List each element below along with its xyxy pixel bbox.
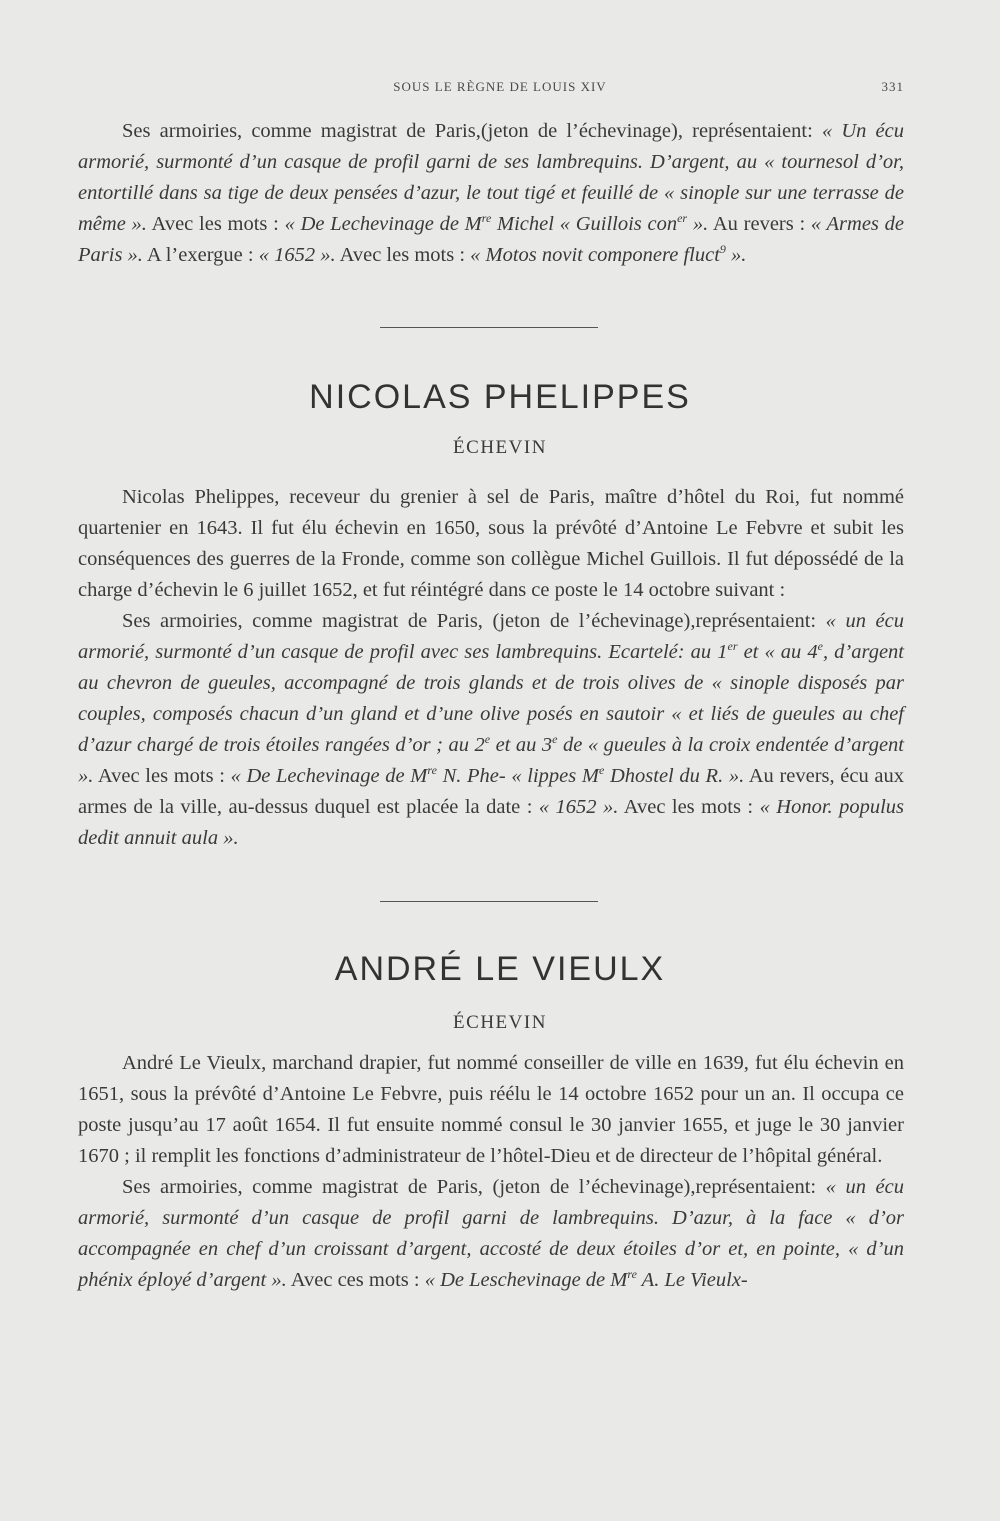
text-run: Ses armoiries, comme magistrat de Paris, (jeton de l’échevinage),représentaient:	[122, 1176, 826, 1198]
armorial-paragraph	[78, 606, 904, 854]
superscript: er	[727, 639, 738, 653]
text-run: Ses armoiries, comme magistrat de Paris,(jeton de l’échevinage), représentaient:	[122, 120, 822, 142]
armorial-paragraph	[78, 116, 904, 271]
superscript: e	[598, 763, 605, 777]
text-run: Ses armoiries, comme magistrat de Paris, (jeton de l’échevinage),représentaient:	[122, 610, 826, 632]
italic-run: ».	[725, 244, 747, 266]
superscript: re	[481, 211, 492, 225]
section-heading-le-vieulx: ANDRÉ LE VIEULX	[334, 950, 666, 988]
running-title: SOUS LE RÈGNE DE LOUIS XIV	[393, 79, 607, 94]
text-run: Avec ces mots :	[286, 1269, 425, 1291]
text-run: A l’exergue :	[142, 244, 259, 266]
armorial-paragraph	[78, 1172, 904, 1296]
continuation-paragraph	[78, 116, 904, 271]
text-run: Avec les mots :	[335, 244, 471, 266]
italic-run: « De Lechevinage de M	[230, 765, 428, 787]
italic-run: de « gueules à la croix endentée d’argent ».	[78, 734, 904, 787]
running-header	[0, 76, 1000, 98]
italic-run: A. Le Vieulx-	[636, 1269, 748, 1291]
italic-run: N. Phe- « lippes M	[436, 765, 599, 787]
italic-run: Dhostel du R. ».	[604, 765, 745, 787]
italic-run: « un écu armorié, surmonté d’un casque de profil avec ses lambrequins. Ecartelé: au 1	[78, 610, 904, 663]
superscript: er	[677, 211, 688, 225]
italic-run: , d’argent au chevron de gueules, accompagné de trois glands et de trois olives de « sinople disposés par couples, composés chacun d’un gland et d’une olive posés en sautoir « et liés de gueules au chef d’azur chargé de trois étoiles rangées d’or ; au 2	[78, 641, 904, 756]
text-run: Avec les mots :	[146, 213, 285, 235]
section-subheading: ÉCHEVIN	[453, 437, 547, 458]
italic-run: « Armes de Paris ».	[78, 213, 905, 266]
superscript: e	[552, 732, 558, 746]
superscript: re	[627, 1267, 637, 1281]
italic-run: « Un écu armorié, surmonté d’un casque de profil garni de ses lambrequins. D’argent, au « tournesol d’or, entortillé dans sa tige de deux pensées d’azur, le tout tigé et feuillé de « sinople sur une terrasse de même ».	[78, 120, 904, 235]
superscript: e	[484, 732, 491, 746]
superscript: re	[427, 763, 437, 777]
page-number: 331	[881, 79, 904, 94]
section-subheading: ÉCHEVIN	[453, 1012, 547, 1033]
superscript: 9	[719, 242, 726, 256]
section-divider	[380, 327, 598, 328]
italic-run: et « au 4	[737, 641, 818, 663]
italic-run: « 1652 ».	[538, 796, 619, 818]
text-run: Avec les mots :	[93, 765, 231, 787]
section-divider	[380, 901, 598, 902]
text-run: Avec les mots :	[618, 796, 760, 818]
italic-run: « Motos novit componere fluct	[470, 244, 720, 266]
italic-run: « De Leschevinage de M	[424, 1269, 628, 1291]
italic-run: « De Lechevinage de M	[284, 213, 482, 235]
italic-run: « Honor. populus dedit annuit aula ».	[78, 796, 905, 849]
italic-run: « un écu armorié, surmonté d’un casque de profil garni de lambrequins. D’azur, à la face « d’or accompagnée en chef d’un croissant d’argent, accosté de deux étoiles d’or et, en pointe, « d’un phénix éployé d’argent ».	[78, 1176, 904, 1291]
italic-run: « 1652 ».	[258, 244, 336, 266]
text-run: Au revers :	[708, 213, 811, 235]
italic-run: et au 3	[490, 734, 553, 756]
biography-paragraph: André Le Vieulx, marchand drapier, fut nommé conseiller de ville en 1639, fut élu échevin en 1651, sous la prévôté d’Antoine Le Febvre, puis réélu le 14 octobre 1652 pour un an. Il occupa ce poste jusqu’au 17 août 1654. Il fut ensuite nommé consul le 30 janvier 1655, et juge le 30 janvier 1670 ; il remplit les fonctions d’administrateur de l’hôtel-Dieu et de directeur de l’hôpital général.	[78, 1052, 904, 1167]
section-heading-phelippes: NICOLAS PHELIPPES	[309, 378, 691, 416]
italic-run: ».	[687, 213, 709, 235]
italic-run: Michel « Guillois con	[491, 213, 678, 235]
superscript: e	[817, 639, 823, 653]
text-run: Au revers, écu aux armes de la ville, au-dessus duquel est placée la date :	[78, 765, 905, 818]
biography-paragraph: Nicolas Phelippes, receveur du grenier à sel de Paris, maître d’hôtel du Roi, fut nommé quartenier en 1643. Il fut élu échevin en 1650, sous la prévôté d’Antoine Le Febvre et subit les conséquences des guerres de la Fronde, comme son collègue Michel Guillois. Il fut dépossédé de la charge d’échevin le 6 juillet 1652, et fut réintégré dans ce poste le 14 octobre suivant :	[78, 486, 904, 601]
phelippes-body	[78, 482, 904, 854]
le-vieulx-body	[78, 1048, 904, 1296]
